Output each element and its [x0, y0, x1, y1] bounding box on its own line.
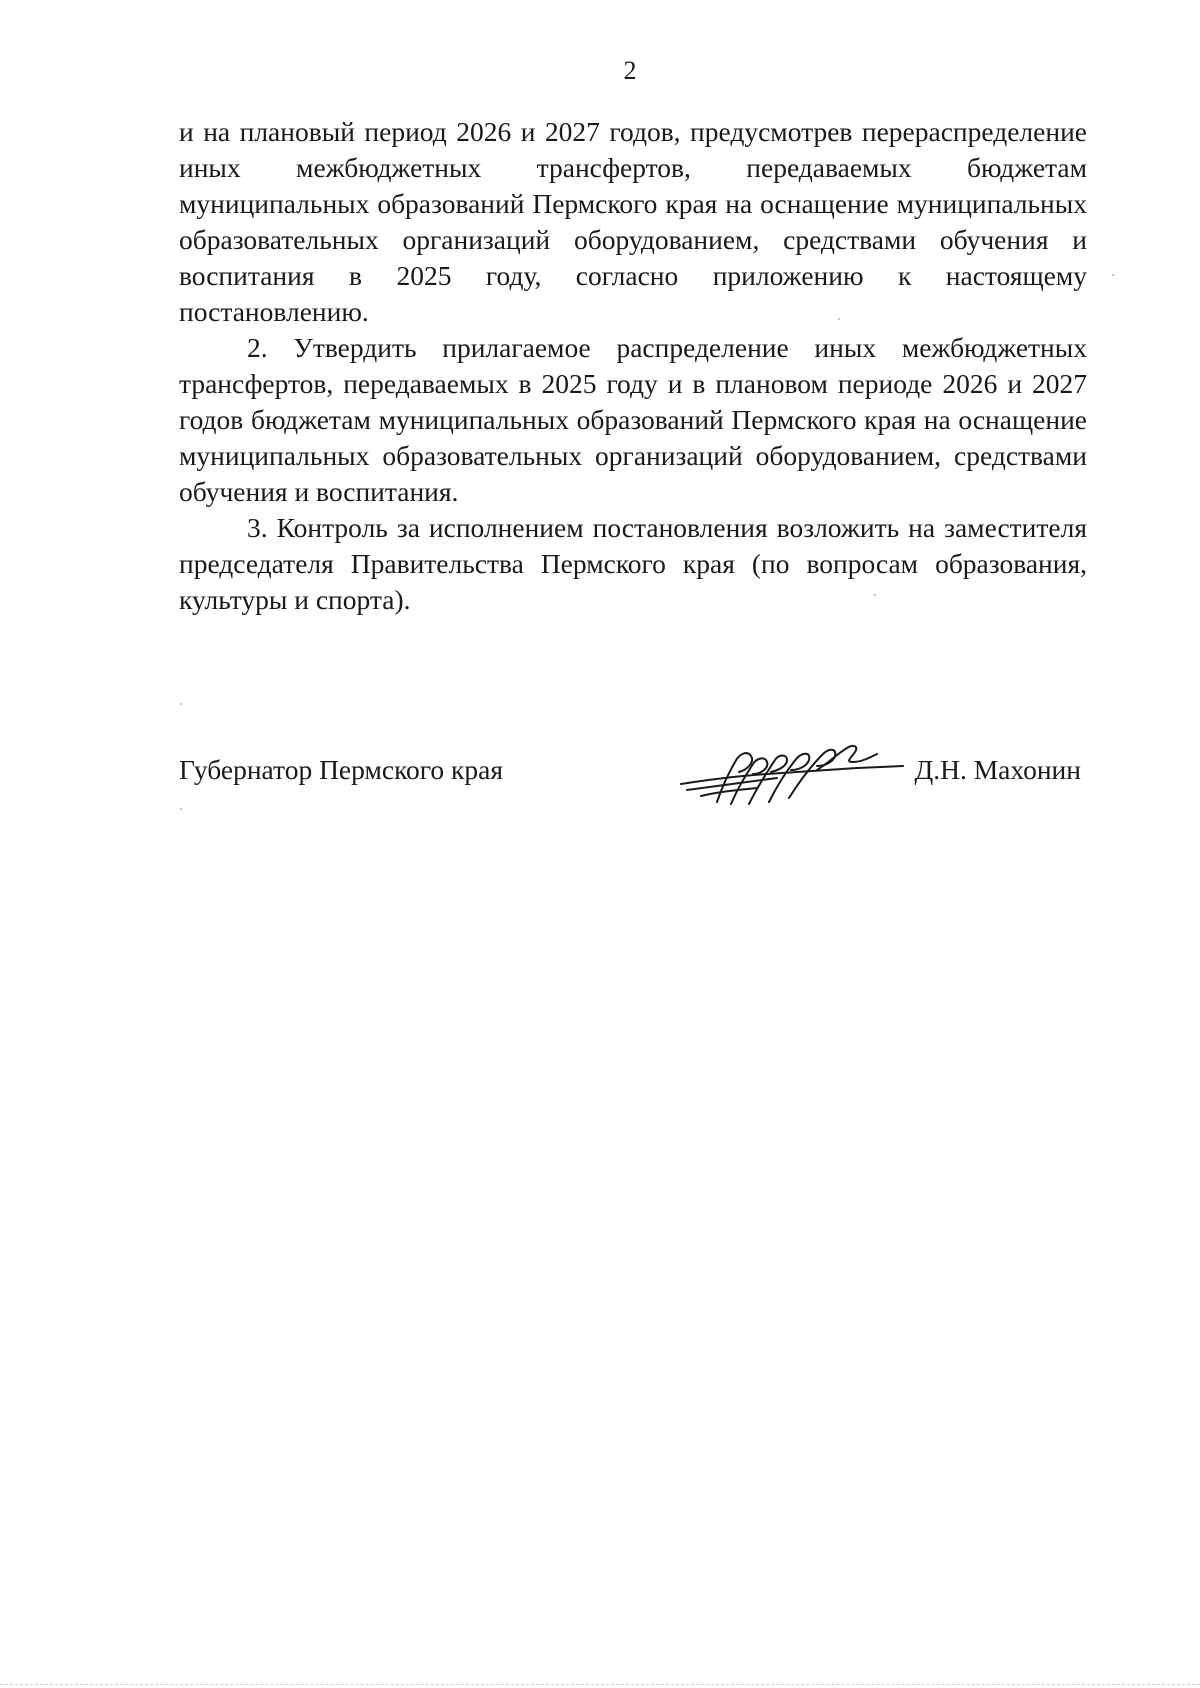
handwritten-signature [677, 740, 907, 810]
scan-speck [874, 594, 876, 596]
signatory-name: Д.Н. Махонин [914, 754, 1081, 785]
signatory-title: Губернатор Пермского края [179, 754, 503, 785]
paragraph-item-2: 2. Утвердить прилагаемое распределение иных межбюджетных трансфертов, передаваемых в 2025 году и в плановом периоде 2026 и 2027 годов бюджетам муниципальных образований Пермского края на оснащение муниципальных образовательных организаций оборудованием, средствами обучения и воспитания. [179, 332, 1087, 507]
document-body [179, 114, 1087, 618]
scan-edge [0, 1684, 1200, 1685]
scan-speck [1112, 274, 1114, 276]
paragraph-item-3: 3. Контроль за исполнением постановления возложить на заместителя председателя Правительства Пермского края (по вопросам образования, культуры и спорта). [179, 512, 1087, 615]
paragraph-continuation: и на плановый период 2026 и 2027 годов, предусмотрев перераспределение иных межбюджетных трансфертов, передаваемых бюджетам муниципальных образований Пермского края на оснащение муниципальных образовательных организаций оборудованием, средствами обучения и воспитания в 2025 году, согласно приложению к настоящему постановлению. [179, 116, 1087, 327]
page-number: 2 [623, 56, 637, 85]
scan-speck [180, 808, 182, 810]
scan-speck [838, 318, 840, 320]
signature-block [179, 752, 1087, 802]
scan-speck [180, 703, 182, 705]
